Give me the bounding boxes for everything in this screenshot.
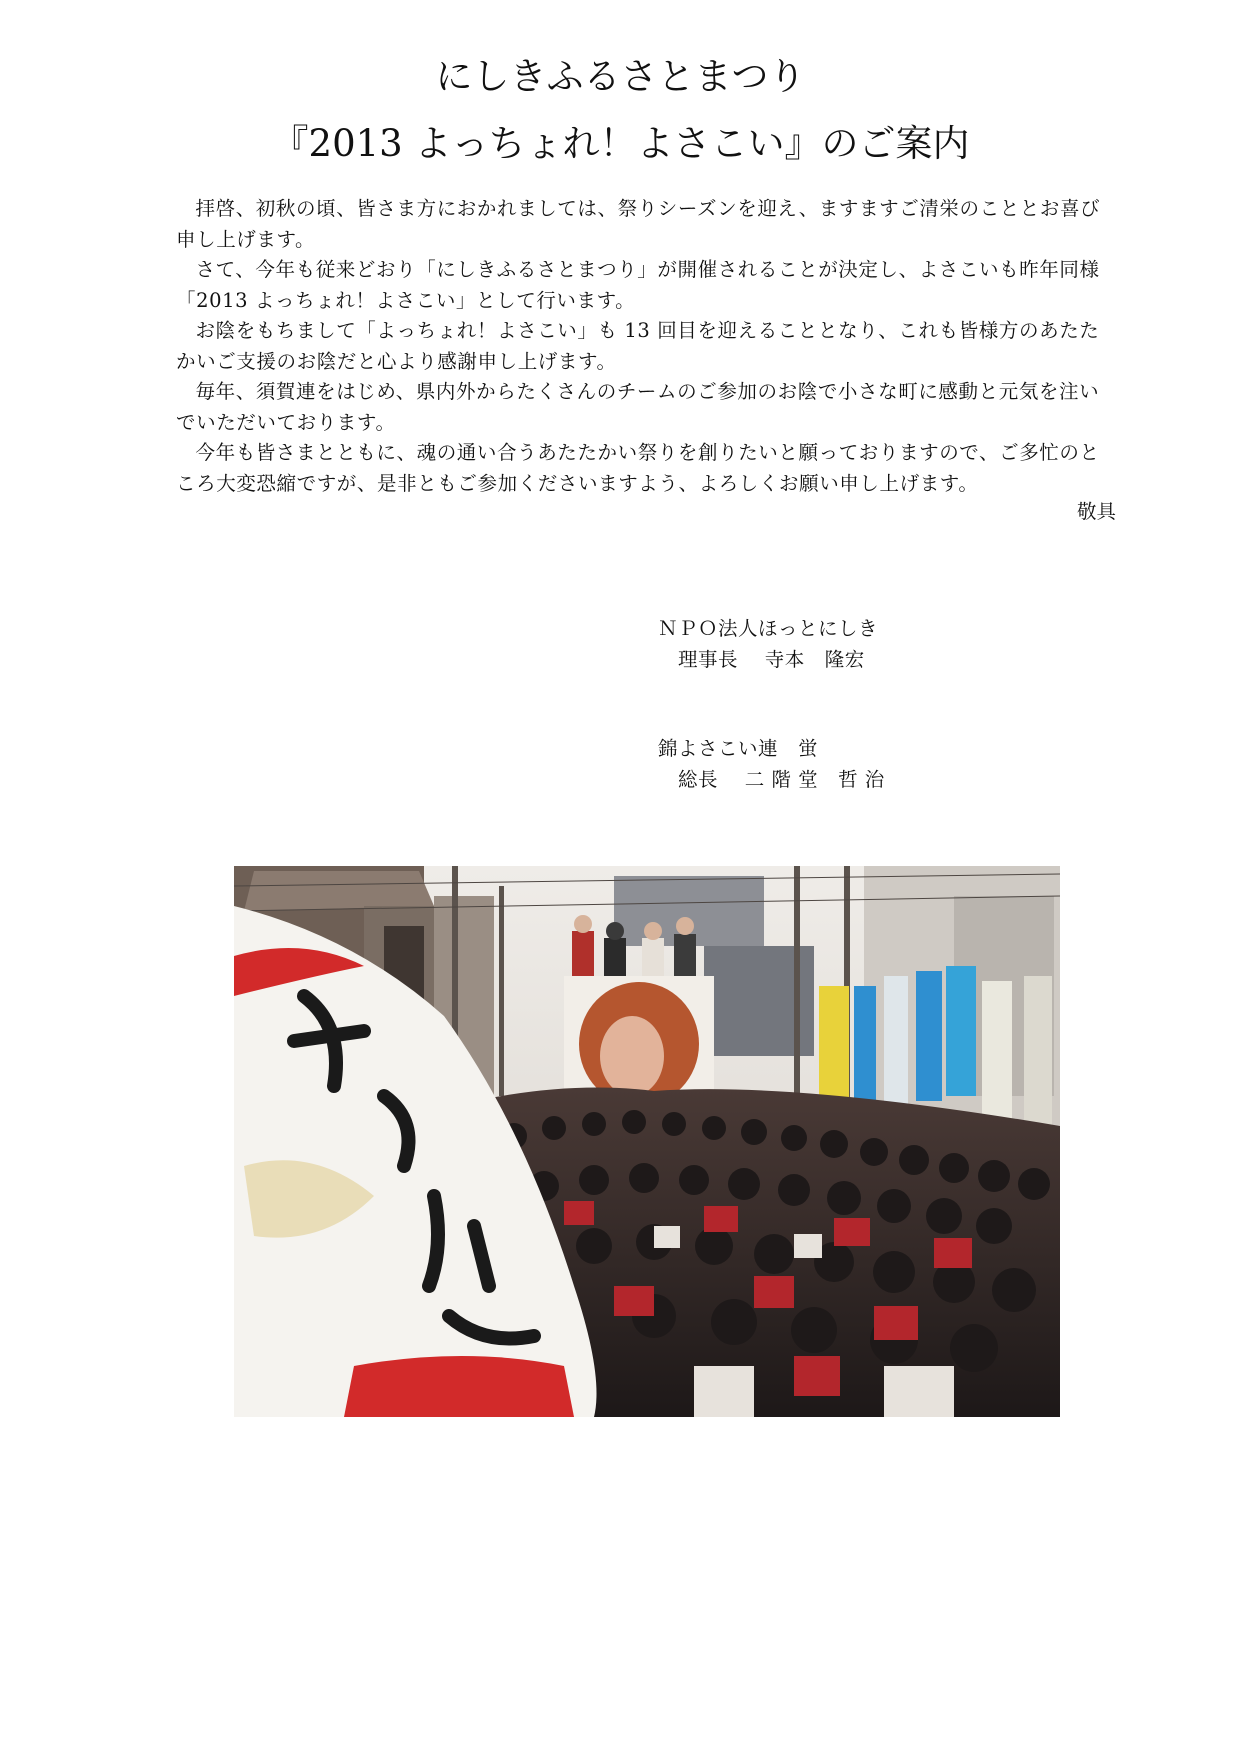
- signature-block-yosakoi: [658, 733, 885, 795]
- letter-paragraph: お陰をもちまして「よっちょれ！よさこい」も 13 回目を迎えることとなり、これも皆様方のあたたかいご支援のお陰だと心より感謝申し上げます。: [176, 319, 1100, 373]
- signature-person: 総長 二 階 堂 哲 治: [658, 768, 885, 791]
- letter-body: [176, 194, 1116, 499]
- signature-block-npo: [658, 613, 878, 675]
- festival-photo: [234, 866, 1060, 1417]
- signature-org: 錦よさこい連 蛍: [658, 737, 819, 760]
- letter-paragraph: 今年も皆さまとともに、魂の通い合うあたたかい祭りを創りたいと願っておりますので、ご多忙のところ大変恐縮ですが、是非ともご参加くださいますよう、よろしくお願い申し上げます。: [176, 441, 1100, 495]
- signature-org: ＮＰＯ法人ほっとにしき: [658, 617, 879, 640]
- festival-photo-illustration: [234, 866, 1060, 1417]
- document-title-line2: 『2013 よっちょれ！よさこい』のご案内: [271, 122, 970, 165]
- letter-paragraph: 毎年、須賀連をはじめ、県内外からたくさんのチームのご参加のお陰で小さな町に感動と元気を注いでいただいております。: [176, 380, 1100, 434]
- letter-closing: 敬具: [1076, 500, 1116, 523]
- letter-paragraph: 拝啓、初秋の頃、皆さま方におかれましては、祭りシーズンを迎え、ますますご清栄のこととお喜び申し上げます。: [176, 197, 1101, 251]
- letter-paragraph: さて、今年も従来どおり「にしきふるさとまつり」が開催されることが決定し、よさこいも昨年同様「2013 よっちょれ！よさこい」として行います。: [176, 258, 1100, 312]
- signature-person: 理事長 寺本 隆宏: [658, 648, 865, 671]
- document-title-line1: にしきふるさとまつり: [435, 55, 806, 98]
